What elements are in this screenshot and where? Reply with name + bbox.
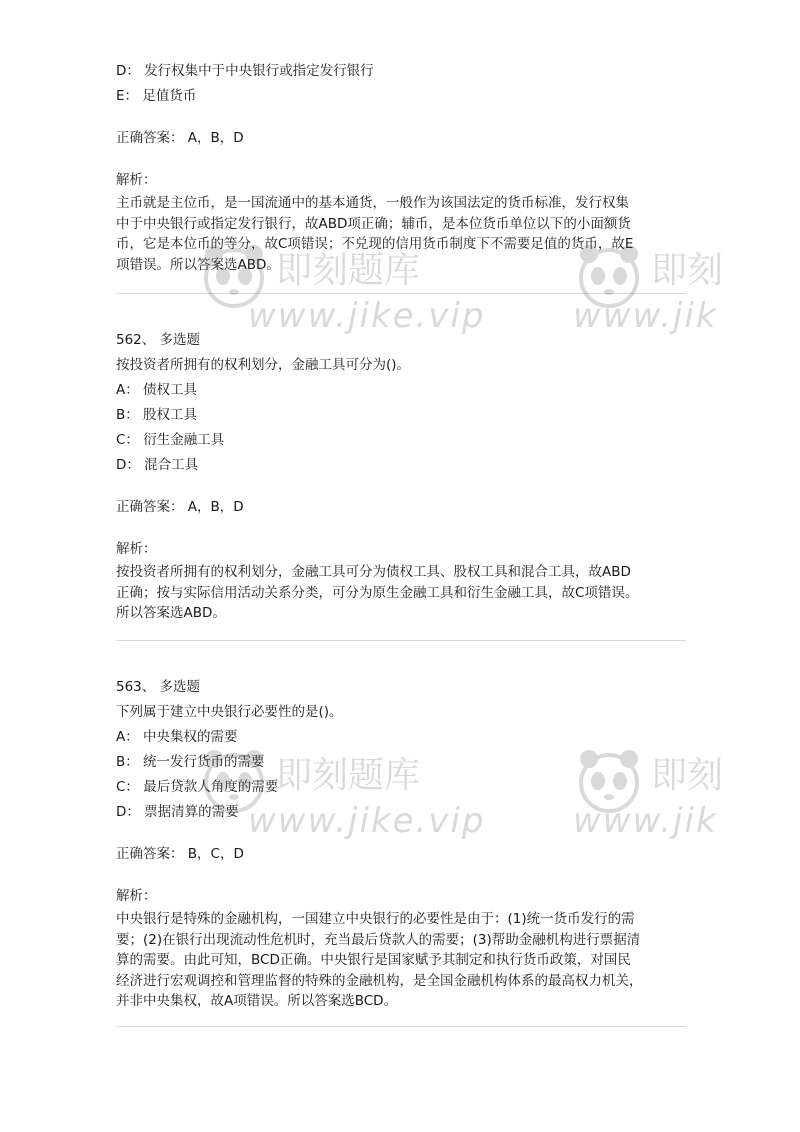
q562-analysis-line: 正确；按与实际信用活动关系分类，可分为原生金融工具和衍生金融工具，故C项错误。 (116, 584, 639, 601)
q562-answer: 正确答案： A，B，D (116, 499, 244, 515)
q563-analysis-line: 经济进行宏观调控和管理监督的特殊的金融机构，是全国金融机构体系的最高权力机关， (116, 972, 643, 989)
watermark-url: www.jike.vip (248, 801, 486, 841)
q563-analysis-line: 并非中央集权，故A项错误。所以答案选BCD。 (116, 993, 398, 1009)
divider (116, 293, 686, 294)
q563-option-a: A： 中央集权的需要 (116, 729, 238, 745)
q562-option-c: C： 衍生金融工具 (116, 432, 225, 448)
q561-option-d: D： 发行权集中于中央银行或指定发行银行 (116, 63, 374, 79)
divider (116, 1026, 686, 1027)
q561-analysis-line: 主币就是主位币，是一国流通中的基本通货，一般作为该国法定的货币标准，发行权集 (116, 195, 629, 211)
q563-analysis (116, 909, 682, 1012)
q563-option-b: B： 统一发行货币的需要 (116, 754, 265, 770)
q563-analysis-label: 解析： (116, 888, 157, 904)
q563-stem: 下列属于建立中央银行必要性的是()。 (116, 704, 343, 720)
q563-option-c: C： 最后贷款人角度的需要 (116, 779, 279, 795)
q562-option-d: D： 混合工具 (116, 457, 199, 473)
q561-analysis-line: 币，它是本位币的等分，故C项错误；不兑现的信用货币制度下不需要足值的货币，故E (116, 236, 634, 252)
q561-answer: 正确答案： A，B，D (116, 130, 244, 146)
watermark-brand: 即刻 (651, 755, 724, 796)
q563-option-d: D： 票据清算的需要 (116, 804, 239, 820)
watermark-brand: 即刻 (651, 250, 724, 291)
watermark-url: www.jik (573, 296, 718, 336)
q563-answer: 正确答案： B，C，D (116, 846, 244, 862)
q563-analysis-line: 中央银行是特殊的金融机构，一国建立中央银行的必要性是由于：(1)统一货币发行的需 (116, 911, 635, 927)
q561-analysis-line: 项错误。所以答案选ABD。 (116, 256, 280, 273)
q563-analysis-line: 要；(2)在银行出现流动性危机时，充当最后贷款人的需要；(3)帮助金融机构进行票据清 (116, 931, 641, 948)
watermark-brand: 即刻题库 (276, 755, 421, 796)
q562-header: 562、 多选题 (116, 332, 201, 348)
q563-analysis-line: 算的需要。由此可知，BCD正确。中央银行是国家赋予其制定和执行货币政策，对国民 (116, 952, 631, 968)
panda-logo-icon (573, 745, 645, 817)
q561-analysis-label: 解析： (116, 172, 157, 188)
q562-option-a: A： 债权工具 (116, 382, 198, 398)
q562-analysis-line: 按投资者所拥有的权利划分，金融工具可分为债权工具、股权工具和混合工具，故ABD (116, 564, 631, 580)
divider (116, 640, 686, 641)
watermark-brand: 即刻题库 (276, 250, 421, 291)
q562-stem: 按投资者所拥有的权利划分，金融工具可分为()。 (116, 357, 411, 373)
watermark (573, 745, 800, 855)
q561-analysis (116, 193, 682, 275)
watermark-url: www.jike.vip (248, 296, 486, 336)
q562-analysis-label: 解析： (116, 541, 157, 557)
watermark-url: www.jik (573, 801, 718, 841)
q562-option-b: B： 股权工具 (116, 407, 198, 423)
q561-analysis-line: 中于中央银行或指定发行银行，故ABD项正确；辅币，是本位货币单位以下的小面额货 (116, 215, 631, 232)
q562-analysis-line: 所以答案选ABD。 (116, 605, 226, 621)
q561-option-e: E： 足值货币 (116, 88, 197, 104)
q562-analysis (116, 562, 682, 624)
q563-header: 563、 多选题 (116, 679, 201, 695)
